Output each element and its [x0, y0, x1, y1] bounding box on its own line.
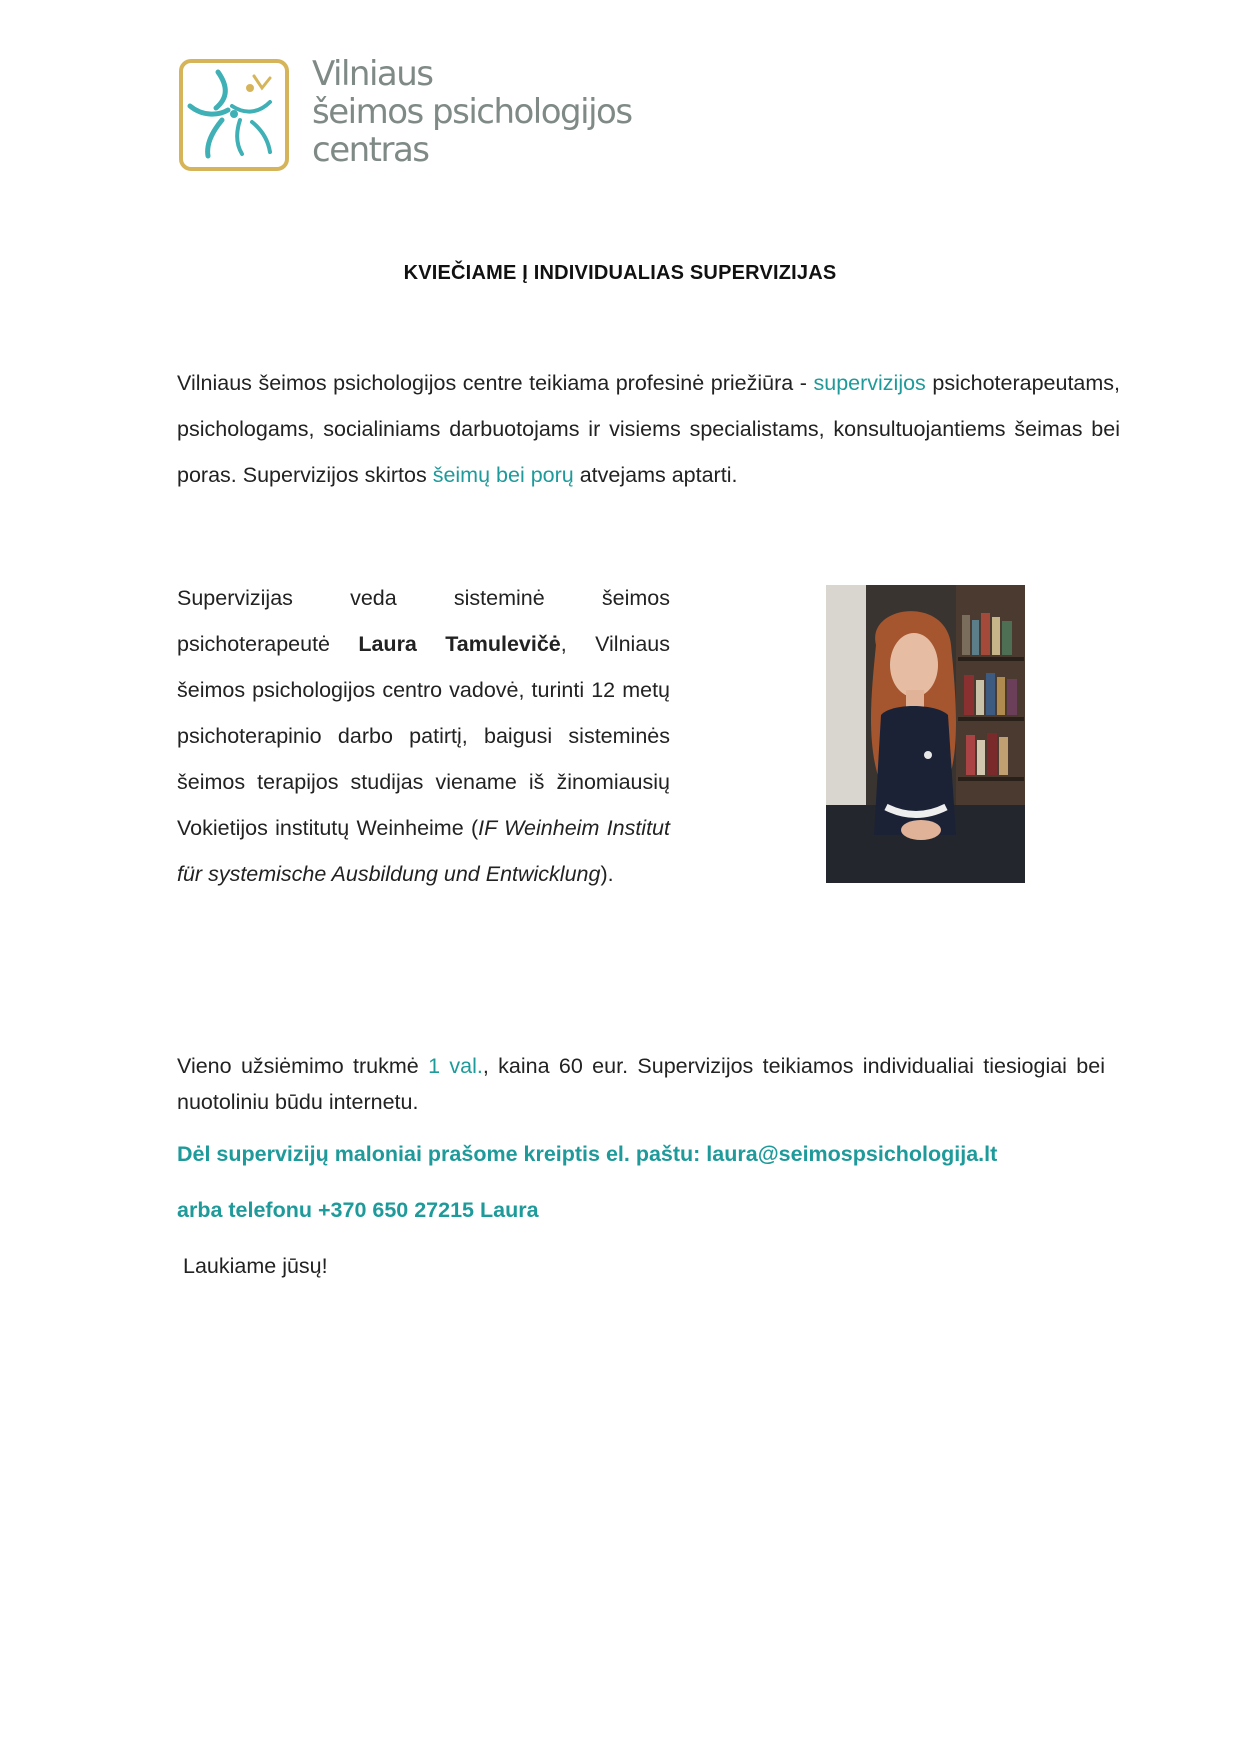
price-paragraph — [177, 1048, 1105, 1120]
bio-paragraph — [177, 575, 670, 897]
intro-text-1: Vilniaus šeimos psichologijos centre teikiama profesinė priežiūra - — [177, 371, 814, 395]
closing-text: Laukiame jūsų! — [183, 1254, 328, 1278]
portrait-photo — [826, 585, 1025, 883]
bio-text-3: ). — [600, 862, 614, 886]
intro-text-2: psichoterapeutams, psichologams, socialiniams darbuotojams ir visiems specialistams, konsultuojantiems šeimas bei poras. Supervizijos skirtos — [177, 371, 1121, 487]
families-couples-link[interactable]: šeimų bei porų — [432, 463, 574, 487]
intro-paragraph — [177, 360, 1120, 498]
portrait-photo-icon — [826, 585, 1025, 883]
intro-text-3: atvejams aptarti. — [573, 463, 738, 487]
price-text-1: Vieno užsiėmimo trukmė — [177, 1054, 429, 1078]
bio-text-2: , Vilniaus šeimos psichologijos centro vadovė, turinti 12 metų psichoterapinio darbo patirtį, baigusi sisteminės šeimos terapijos studijas viename iš žinomiausių Vokietijos institutų Weinheime ( — [177, 632, 670, 840]
therapist-name: Laura Tamulevičė — [358, 632, 561, 656]
contact-email-line[interactable]: Dėl supervizijų maloniai prašome kreiptis el. paštu: laura@seimospsichologija.lt — [177, 1142, 998, 1166]
contact-phone-line[interactable]: arba telefonu +370 650 27215 Laura — [177, 1198, 539, 1222]
logo-text — [312, 55, 632, 169]
document-title: KVIEČIAME Į INDIVIDUALIAS SUPERVIZIJAS — [403, 262, 837, 284]
supervision-link[interactable]: supervizijos — [813, 371, 926, 395]
session-duration: 1 val. — [428, 1054, 483, 1078]
price-text-2: , kaina 60 eur. Supervizijos teikiamos individualiai tiesiogiai bei nuotoliniu būdu internetu. — [177, 1054, 1105, 1114]
family-figures-logo-icon — [178, 58, 290, 172]
logo-text-line-3: centras — [312, 130, 429, 170]
organization-logo — [178, 54, 632, 172]
institute-name: IF Weinheim Institut für systemische Ausbildung und Entwicklung — [177, 816, 670, 886]
logo-text-line-1: Vilniaus — [312, 54, 433, 94]
bio-text-1: Supervizijas veda sisteminė šeimos psichoterapeutė — [177, 586, 670, 656]
logo-text-line-2: šeimos psichologijos — [312, 92, 632, 132]
